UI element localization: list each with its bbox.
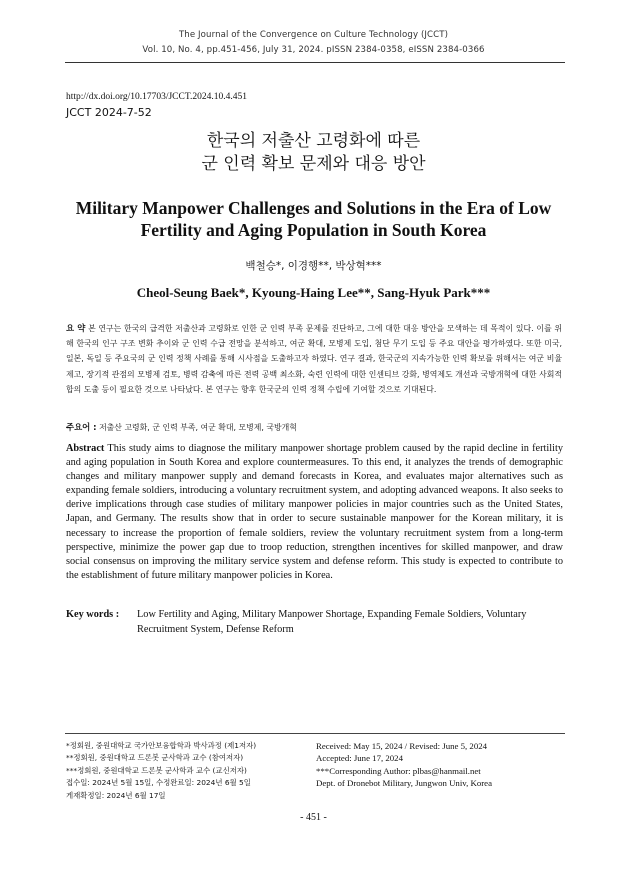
page-number: - 451 - bbox=[300, 812, 327, 823]
footnote-line: ***Corresponding Author: plbas@hanmail.net bbox=[316, 765, 481, 776]
english-keywords-label: Key words : bbox=[66, 609, 120, 620]
footnote-line: Received: May 15, 2024 / Revised: June 5, 2024 bbox=[316, 741, 488, 751]
footnotes-english bbox=[316, 740, 566, 790]
korean-authors: 백철승*, 이경행**, 박상혁*** bbox=[245, 260, 382, 272]
journal-header: The Journal of the Convergence on Culture Technology (JCCT) bbox=[178, 30, 449, 40]
footnotes-korean bbox=[66, 740, 311, 802]
footnote-line: ***정회원, 중원대학교 드론봇 군사학과 교수 (교신저자) bbox=[66, 765, 247, 775]
english-authors: Cheol-Seung Baek*, Kyoung-Haing Lee**, Sang-Hyuk Park*** bbox=[136, 285, 491, 300]
korean-keywords bbox=[66, 421, 562, 433]
korean-keywords-label: 주요어 : bbox=[66, 422, 97, 432]
footnote-line: Accepted: June 17, 2024 bbox=[316, 753, 403, 764]
english-abstract bbox=[66, 442, 563, 583]
korean-abstract bbox=[66, 321, 562, 397]
korean-title-line-2: 군 인력 확보 문제와 대응 방안 bbox=[201, 154, 426, 174]
header-divider bbox=[65, 62, 565, 63]
english-keywords-text: Low Fertility and Aging, Military Manpower Shortage, Expanding Female Soldiers, Voluntary Recruitment System, Defense Reform bbox=[137, 609, 527, 635]
footnote-line: Dept. of Dronebot Military, Jungwon Univ, Korea bbox=[316, 778, 492, 789]
korean-keywords-text: 저출산 고령화, 군 인력 부족, 여군 확대, 모병제, 국방개혁 bbox=[99, 423, 297, 432]
journal-id: JCCT 2024-7-52 bbox=[66, 106, 152, 119]
footnote-line: 접수일: 2024년 5월 15일, 수정완료일: 2024년 6월 5일 bbox=[66, 778, 251, 788]
korean-abstract-text: 본 연구는 한국의 급격한 저출산과 고령화로 인한 군 인력 부족 문제를 진단하고, 그에 대한 대응 방안을 모색하는 데 목적이 있다. 이를 위해 한국의 인구 구조 변화 추이와 군 인력 수급 전망을 분석하고, 여군 확대, 모병제 도입, 첨단 무기 도입 등 주요 대안을 평가하였다. 또한 미국, 일본, 독일 등 주요국의 군 인력 정책 사례를 통해 시사점을 도출하고자 하였다. 연구 결과, 한국군의 지속가능한 인력 확보를 위해서는 여군 비율 제고, 장기적 관점의 모병제 검토, 병력 감축에 따른 전력 공백 최소화, 숙련 인력에 대한 인센티브 강화, 병역제도 개선과 국방개혁에 대한 사회적 합의 도출 등이 필요한 것으로 나타났다. 본 연구는 향후 한국군의 인력 정책 수립에 기여할 것으로 기대된다. bbox=[66, 324, 562, 394]
korean-title-line-1: 한국의 저출산 고령화에 따른 bbox=[206, 131, 421, 151]
english-title-line-2: Fertility and Aging Population in South Korea bbox=[140, 220, 487, 240]
footnote-divider bbox=[65, 733, 565, 734]
english-abstract-label: Abstract bbox=[66, 443, 105, 454]
footnote-line: **정회원, 중원대학교 드론봇 군사학과 교수 (참여저자) bbox=[66, 753, 244, 763]
doi-link[interactable]: http://dx.doi.org/10.17703/JCCT.2024.10.4.451 bbox=[66, 92, 247, 102]
footnote-line: 게재확정일: 2024년 6월 17일 bbox=[66, 790, 166, 800]
korean-abstract-label: 요 약 bbox=[66, 323, 86, 333]
footnote-line: *정회원, 중원대학교 국가안보융합학과 박사과정 (제1저자) bbox=[66, 741, 257, 750]
journal-volume-line: Vol. 10, No. 4, pp.451-456, July 31, 2024. pISSN 2384-0358, eISSN 2384-0366 bbox=[142, 45, 485, 55]
english-title-line-1: Military Manpower Challenges and Solutions in the Era of Low bbox=[75, 198, 552, 218]
english-abstract-text: This study aims to diagnose the military manpower shortage problem caused by the rapid decline in fertility and aging population in South Korea and explore countermeasures. To this end, it analyzes the trends of demographic changes and military manpower supply and demand forecasts in Korea, and evaluates major alternatives such as expanding female soldiers, introducing a voluntary recruitment system, and adopting advanced weapons. It also seeks to derive implications through case studies of military manpower policies in major countries such as the United States, Japan, and Germany. The results show that in order to secure sustainable manpower for the Korean military, it is necessary to increase the proportion of female soldiers, review the voluntary recruitment system from a long-term perspective, minimize the power gap due to troop reduction, strengthen incentives for skilled manpower, and draw social consensus on improving the military service system and defense reform. This study is expected to contribute to the establishment of future military manpower policies in Korea. bbox=[66, 443, 563, 581]
